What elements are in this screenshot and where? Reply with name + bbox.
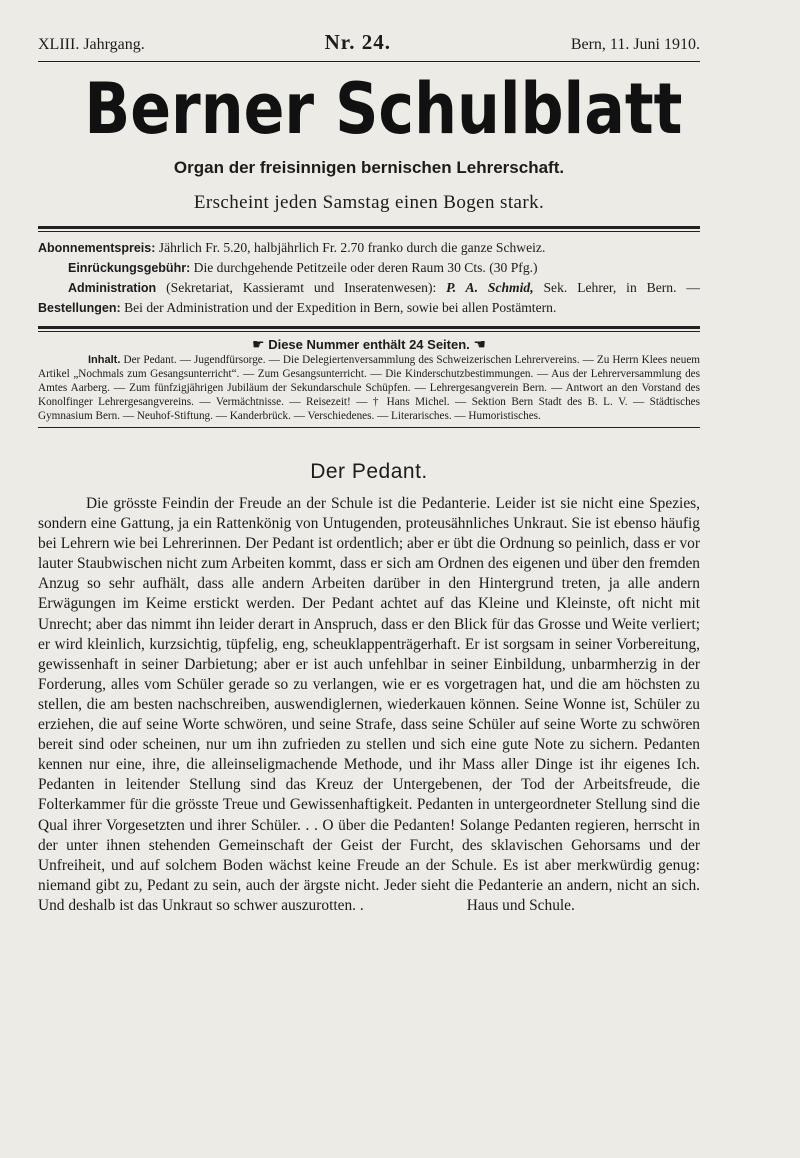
toc-heading — [38, 336, 700, 353]
administration-name: P. A. Schmid, — [446, 280, 534, 295]
toc-text: Der Pedant. — Jugendfürsorge. — Die Delegiertenversammlung des Schweizerischen Lehrervereins. — Zu Herrn Klees neuem Artikel „Nochmals zum Gesangsunterricht“. — Zum Gesangsunterricht. — Die Kinderschutzbestimmungen. — Aus der Lehrerversammlung des Amtes Aarberg. — Zum fünfzigjährigen Jubiläum der Sekundarschule Schüpfen. — Lehrergesangverein Bern. — Antwort an den Vorstand des Konolfinger Lehrergesangvereins. — Vermächtnisse. — Reisezeit! — † Hans Michel. — Sektion Bern Stadt des B. L. V. — Städtisches Gymnasium Bern. — Neuhof-Stiftung. — Kanderbrück. — Verschiedenes. — Literarisches. — Humoristisches. — [38, 354, 701, 422]
article-body — [38, 494, 700, 916]
publication-frequency: Erscheint jeden Samstag einen Bogen stark. — [193, 192, 545, 213]
article-text: Die grösste Feindin der Freude an der Schule ist die Pedanterie. Leider ist sie nicht eine Spezies, sondern eine Gattung, ja ein Rattenkönig von Untugenden, proteusähnliches Unkraut. Sie ist ebenso häufig bei Lehrern wie bei Lehrerinnen. Der Pedant ist ordentlich; aber er übt die Ordnung so peinlich, dass er vor lauter Staubwischen nicht zum Arbeiten kommt, dass er sich am Ordnen des eigenen und über den fremden Anzug so sehr aufhält, dass alle andern Arbeiten darüber in den Hintergrund treten, ja alle andern Erwägungen im Keime erstickt werden. Der Pedant achtet auf das Kleine und Kleinste, oft nicht mit Unrecht; aber das nimmt ihn leider derart in Anspruch, dass er den Blick für das Grosse und Weite verliert; er wird kleinlich, kurzsichtig, tüpfelig, eng, scheuklappenträgerhaft. Er ist sorgsam in seiner Vorbereitung, gewissenhaft in seiner Darbietung; aber er ist auch unfehlbar in seiner Einbildung, unbarmherzig in der Forderung, alles vom Schüler gerade so zu verlangen, wie er es vorgetragen hat, und die am höchsten zu stellen, die am besten nachschreiben, auswendiglernen, wiederkauen können. Seine Wonne ist, Schüler zu erziehen, die auf seine Worte schwören, und seine Strafe, dass seine Schüler auf seine Worte zu schwören bereit sind oder scheinen, nur um ihn zufrieden zu stellen und sich eine gute Note zu sichern. Pedanten kennen nur eine, ihre, die alleinseligmachende Methode, und ihr Mass aller Dinge ist ihr eigenes Ich. Pedanten in leitender Stellung sind das Kreuz der Untergebenen, der Tod der Arbeitsfreude, die Folterkammer für die grösste Treue und Gewissenhaftigkeit. Pedanten in untergeordneter Stellung sind die Qual ihrer Vorgesetzten und ihrer Schüler. . . O über die Pedanten! Solange Pedanten regieren, herrscht in der unter ihnen stehenden Gemeinschaft der Geist der Furcht, des sklavischen Gehorsams und der Unfreiheit, und auf solchem Boden wächst keine Freude an der Schule. Es ist aber merkwürdig genug: niemand gibt zu, Pedant zu sein, auch der ärgste nicht. Jeder sieht die Pedanterie an andern, nicht an sich. Und deshalb ist das Unkraut so schwer auszurotten. . — [38, 495, 700, 914]
einrueckung-label: Einrückungsgebühr: — [68, 261, 191, 275]
divider — [38, 326, 700, 332]
administration-text: (Sekretariat, Kassieramt und Inseratenwesen): — [166, 280, 437, 295]
abonnement-text: Jährlich Fr. 5.20, halbjährlich Fr. 2.70 franko durch die ganze Schweiz. — [158, 240, 546, 255]
abonnement-label: Abonnementspreis: — [38, 241, 156, 255]
pointing-hand-left-icon: ☚ — [473, 336, 486, 352]
administration-label: Administration — [68, 281, 157, 295]
toc-label: Inhalt. — [88, 354, 121, 366]
einrueckung-text: Die durchgehende Petitzeile oder deren Raum 30 Cts. (30 Pfg.) — [193, 260, 538, 275]
article-title: Der Pedant. — [310, 460, 428, 483]
bestellungen-label: Bestellungen: — [38, 301, 121, 315]
issue-date: Bern, 11. Juni 1910. — [570, 36, 700, 53]
masthead-subtitle: Organ der freisinnigen bernischen Lehrerschaft. — [173, 158, 565, 177]
divider — [38, 226, 700, 232]
issue-header — [38, 30, 700, 62]
divider — [38, 427, 700, 428]
administration-tail: Sek. Lehrer, in Bern. — — [543, 280, 700, 295]
table-of-contents — [38, 353, 700, 423]
volume-label: XLIII. Jahrgang. — [38, 36, 145, 53]
masthead-title: Berner Schulblatt — [84, 68, 683, 150]
subscription-info — [38, 238, 700, 318]
bestellungen-text: Bei der Administration und der Expedition in Bern, sowie bei allen Postämtern. — [124, 300, 557, 315]
article-source: Haus und Schule. — [466, 896, 575, 914]
toc-heading-text: Diese Nummer enthält 24 Seiten. — [268, 337, 470, 352]
pointing-hand-right-icon: ☛ — [252, 336, 265, 352]
issue-number: Nr. 24. — [324, 30, 391, 54]
newspaper-page — [38, 30, 700, 916]
